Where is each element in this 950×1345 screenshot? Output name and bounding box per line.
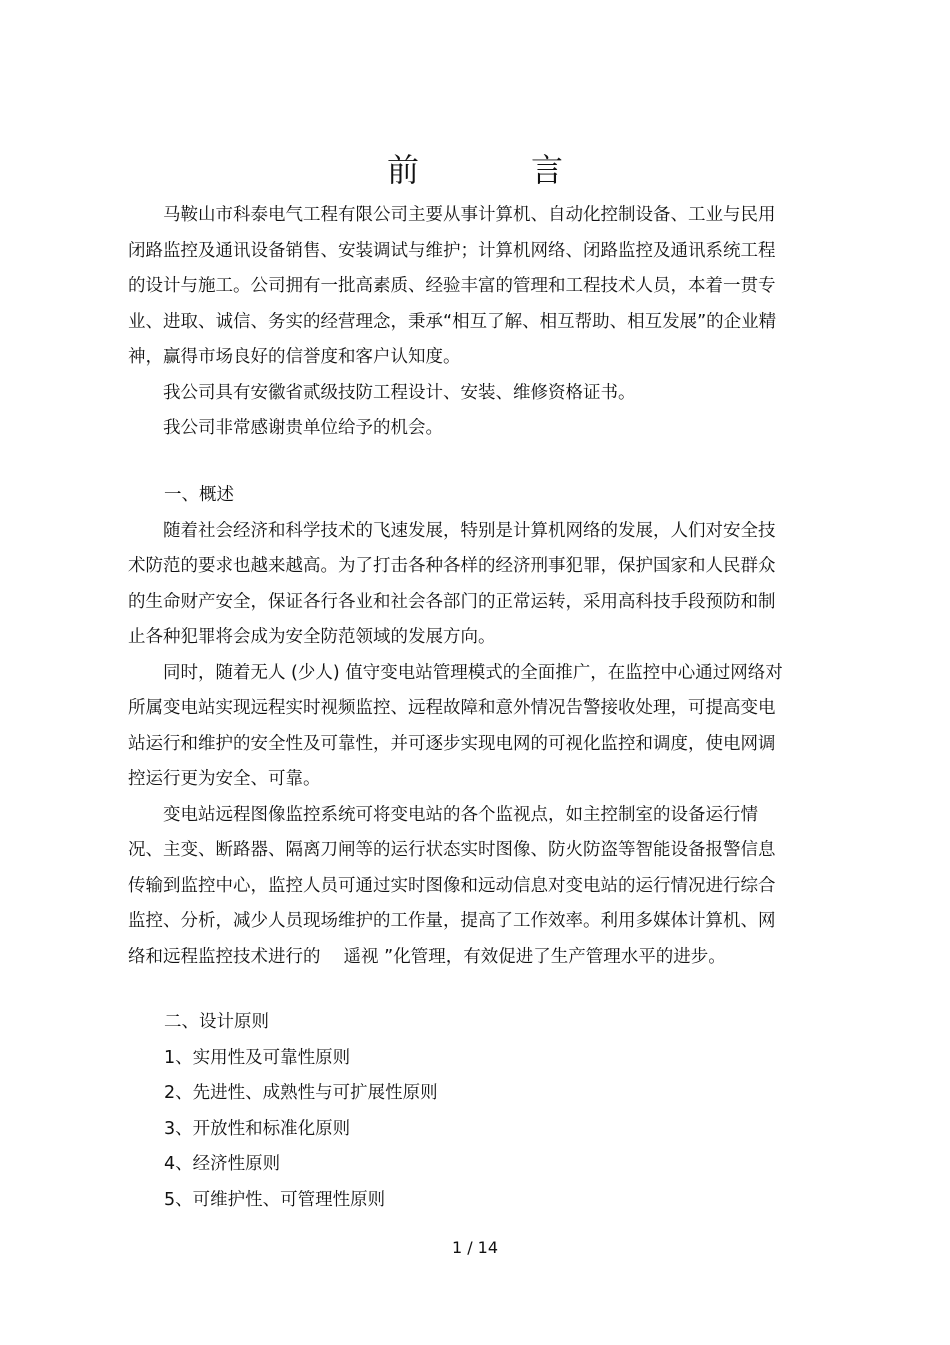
section-design-principles — [128, 1005, 788, 1218]
principle-item: 1、实用性及可靠性原则 — [164, 1047, 351, 1068]
section-overview — [128, 478, 788, 975]
page-title: 前 言 — [386, 151, 603, 189]
intro-paragraph-2: 我公司具有安徽省贰级技防工程设计、安装、维修资格证书。 — [163, 382, 636, 403]
overview-paragraph-3: 变电站远程图像监控系统可将变电站的各个监视点，如主控制室的设备运行情况、主变、断路器、隔离刀闸等的运行状态实时图像、防火防盗等智能设备报警信息传输到监控中心，监控人员可通过实时图像和远动信息对变电站的运行情况进行综合监控、分析，减少人员现场维护的工作量，提高了工作效率。利用多媒体计算机、网络和远程监控技术进行的 遥视 ”化管理，有效促进了生产管理水平的进步。 — [128, 804, 776, 967]
overview-paragraph-1: 随着社会经济和科学技术的飞速发展，特别是计算机网络的发展，人们对安全技术防范的要求也越来越高。为了打击各种各样的经济刑事犯罪，保护国家和人民群众的生命财产安全，保证各行各业和社会各部门的正常运转，采用高科技手段预防和制止各种犯罪将会成为安全防范领域的发展方向。 — [128, 520, 776, 647]
principle-item: 5、可维护性、可管理性原则 — [164, 1189, 386, 1210]
page-number: 1 / 14 — [451, 1238, 499, 1257]
section-heading-overview: 一、概述 — [164, 485, 234, 505]
intro-paragraph-3: 我公司非常感谢贵单位给予的机会。 — [163, 418, 443, 438]
section-heading-principles: 二、设计原则 — [164, 1012, 269, 1032]
intro-block — [128, 198, 788, 447]
principle-item: 2、先进性、成熟性与可扩展性原则 — [164, 1083, 438, 1103]
intro-paragraph-1: 马鞍山市科泰电气工程有限公司主要从事计算机、自动化控制设备、工业与民用闭路监控及通讯设备销售、安装调试与维护；计算机网络、闭路监控及通讯系统工程的设计与施工。公司拥有一批高素质、经验丰富的管理和工程技术人员，本着一贯专业、进取、诚信、务实的经营理念，秉承“相互了解、相互帮助、相互发展”的企业精神，赢得市场良好的信誉度和客户认知度。 — [128, 205, 777, 367]
overview-paragraph-2: 同时，随着无人 (少人) 值守变电站管理模式的全面推广，在监控中心通过网络对所属变电站实现远程实时视频监控、远程故障和意外情况告警接收处理，可提高变电站运行和维护的安全性及可靠性，并可逐步实现电网的可视化监控和调度，使电网调控运行更为安全、可靠。 — [128, 662, 783, 789]
principle-item: 3、开放性和标准化原则 — [164, 1118, 351, 1139]
principle-item: 4、经济性原则 — [164, 1154, 281, 1174]
